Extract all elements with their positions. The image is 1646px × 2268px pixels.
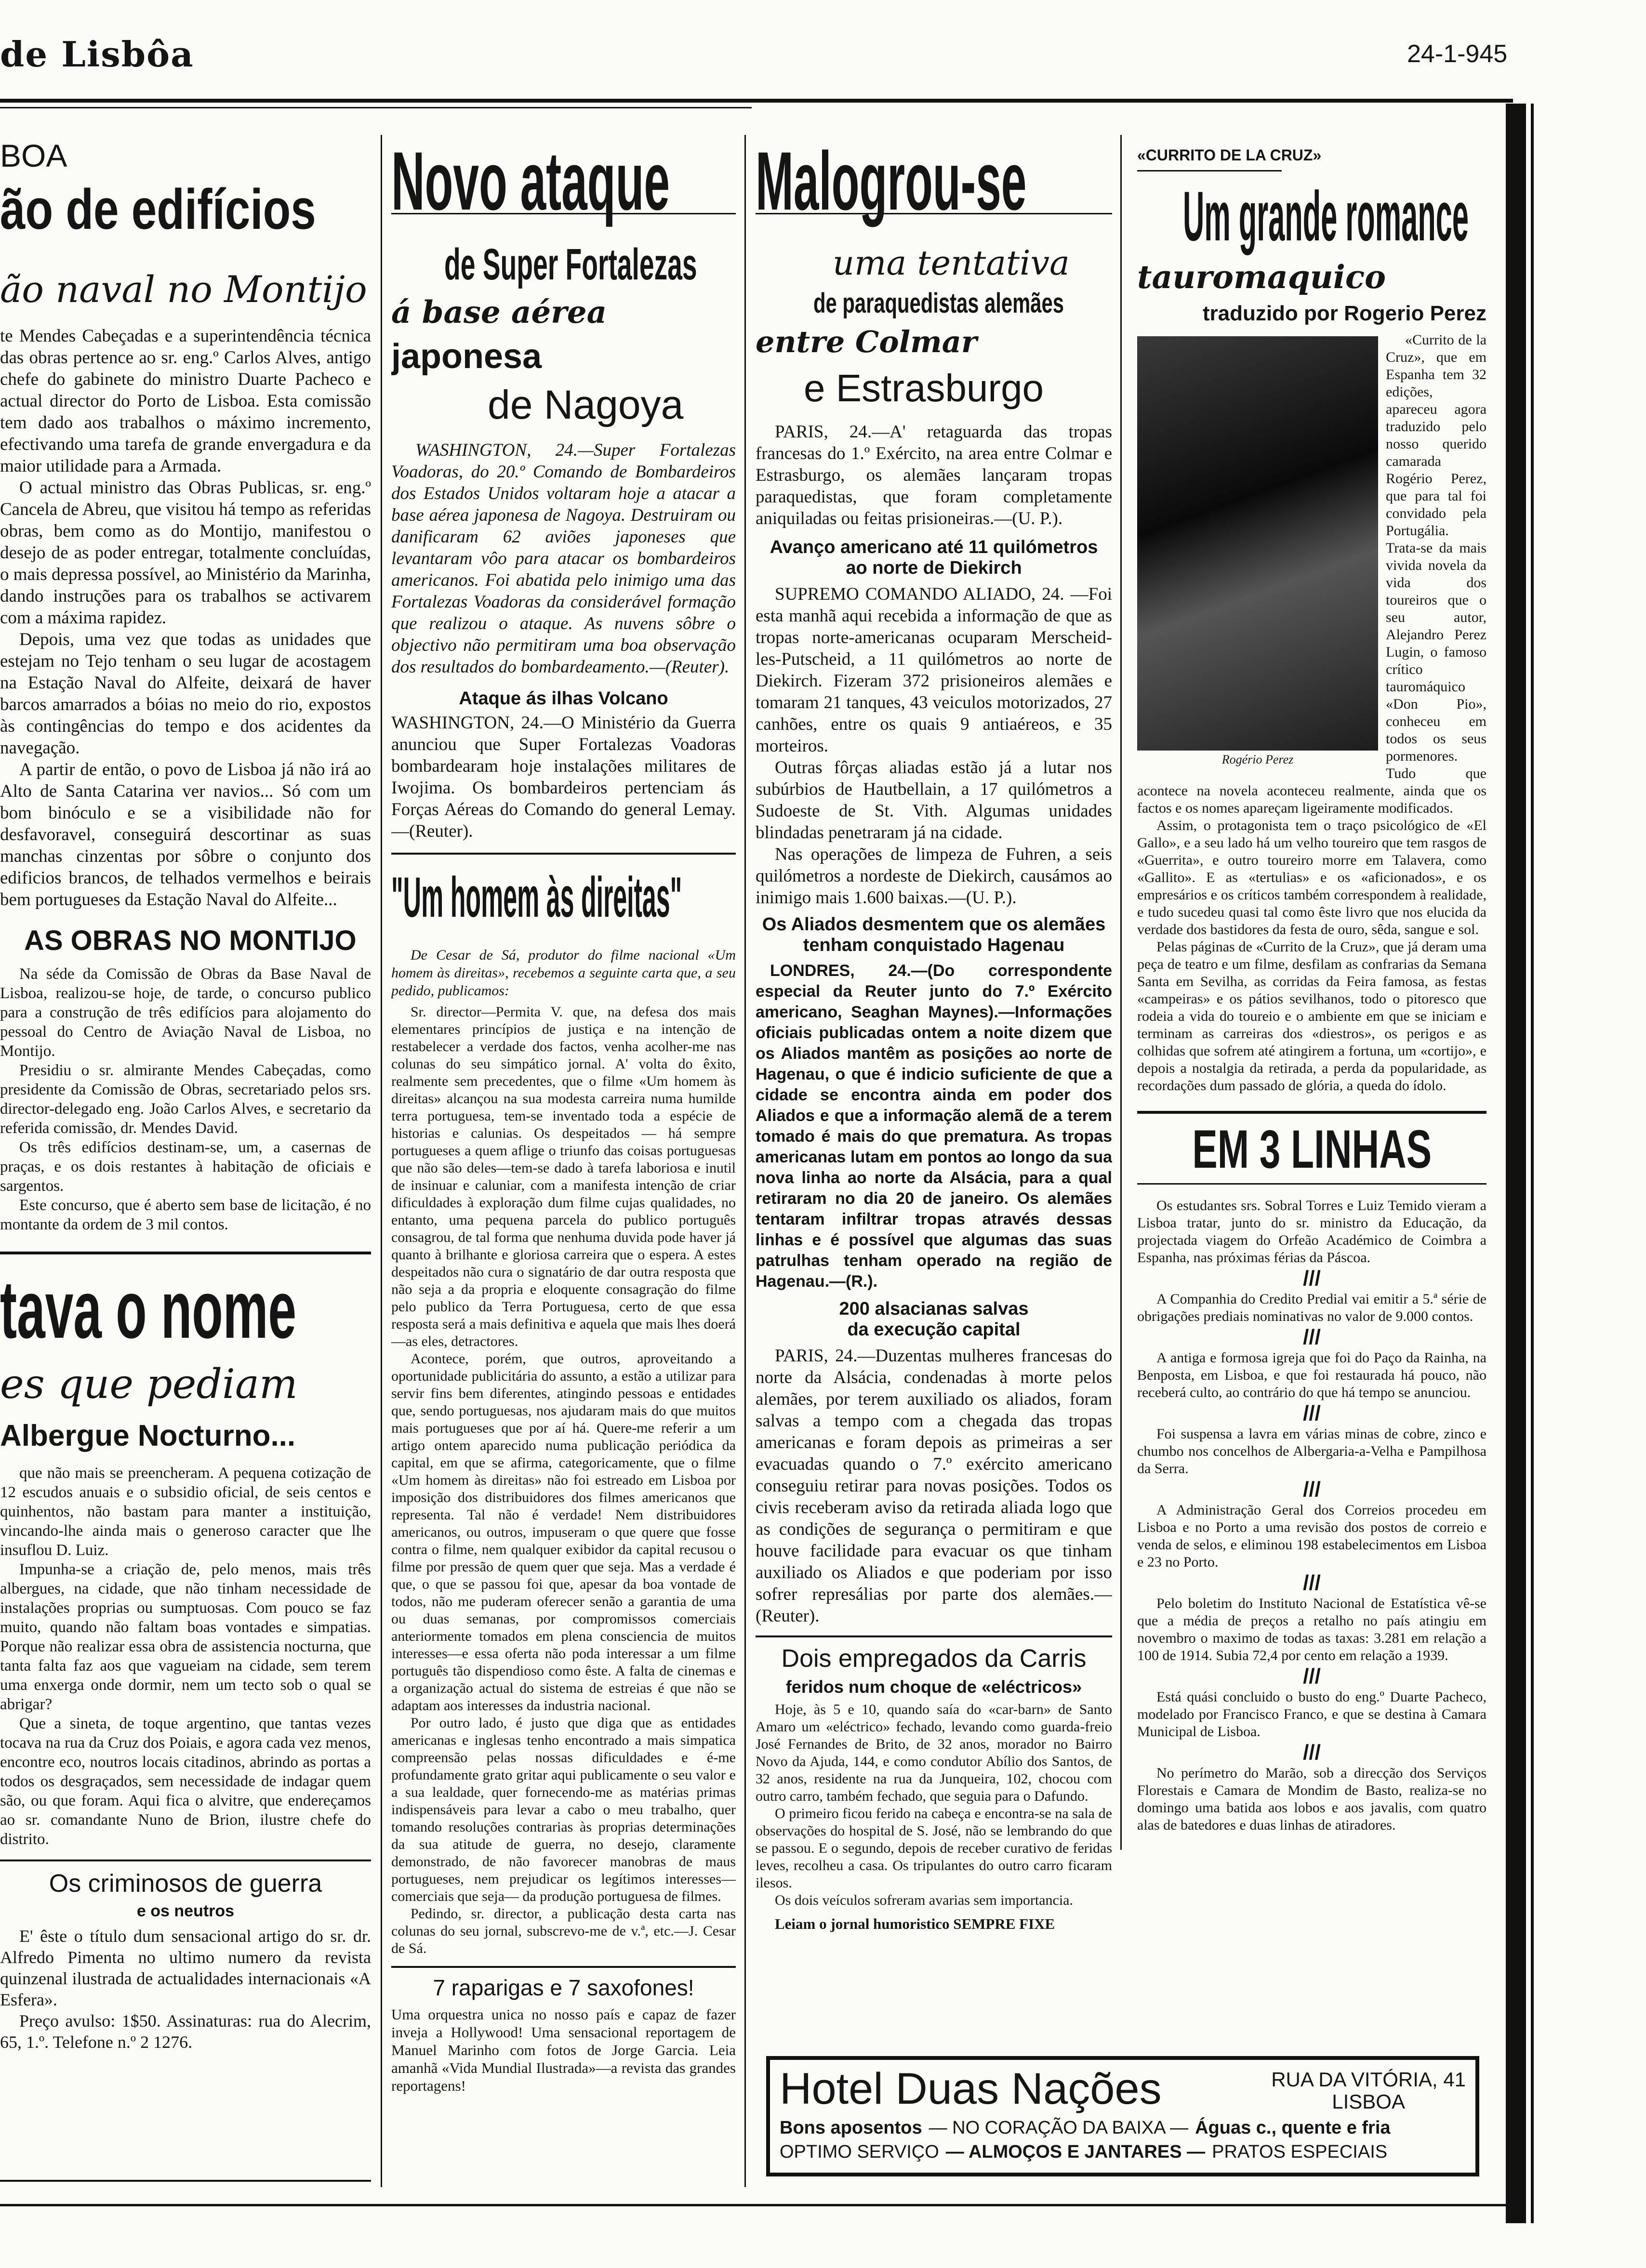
homem-body <box>391 1003 736 1957</box>
paragraph: Na séde da Comissão de Obras da Base Naval de Lisboa, realizou-se hoje, de tarde, o concurso publico para a construção de três edifícios para alojamento do pessoal do Centro de Aviação Naval de Lisboa, no Montijo. <box>0 965 371 1060</box>
obras-montijo-body <box>0 964 371 1234</box>
headline-grande-romance: Um grande romance <box>1183 177 1469 255</box>
brief-item: Os estudantes srs. Sobral Torres e Luiz Temido vieram a Lisboa tratar, junto do sr. ministro da Educação, da projectada viagem do Orfeão Académico de Coimbra a Espanha, nas próximas férias da Páscoa. <box>1137 1198 1487 1266</box>
ad-top-row <box>780 2065 1466 2113</box>
paragraph: «Currito de la Cruz», que em Espanha tem 32 edições, apareceu agora traduzido pelo nosso querido camarada Rogério Perez, que para tal foi convidado pela Portugália. Trata-se da mais vivida novela da vida dos toureiros que o seu autor, Alejandro Perez Lugin, o famoso crítico tauromáquico «Don Pio», conheceu em todos os seus pormenores. Tudo que acontece na novela aconteceu realmente, ainda que os factos e os nomes apareçam ligeiramente modificados. <box>1137 332 1487 816</box>
top-rule <box>0 99 1513 103</box>
colmar-lead: PARIS, 24.—A' retaguarda das tropas francesas do 1.º Exército, na area entre Colmar e Estrasburgo, os alemães lançaram tropas paraquedistas, que foram completamente aniquiladas ou feitas prisioneiras.—(U. P.). <box>756 422 1112 528</box>
raparigas-body: Uma orquestra unica no nosso país e capaz de fazer inveja a Hollywood! Uma sensacional reportagem de Manuel Marinho com fotos de Jorge Garcia. Leia amanhã «Vida Mundial Ilustrada»—a revista das grandes reportagens! <box>391 2006 736 2094</box>
paragraph: O primeiro ficou ferido na cabeça e encontra-se na sala de observações do hospital de S. José, não se lembrando do que se passou. E o segundo, depois de receber curativo de feridas leves, recolheu a casa. Os tripulantes do outro carro ficaram ilesos. <box>756 1806 1112 1891</box>
brief-separator: /// <box>1303 1741 1321 1764</box>
subhead-que-pediam: es que pediam <box>0 1360 298 1408</box>
column-divider-1 <box>381 135 382 2187</box>
byline-rogerio-perez: traduzido por Rogerio Perez <box>1202 302 1487 325</box>
section-fragment: BOA <box>0 138 67 173</box>
paragraph: Acontece, porém, que outros, aproveitando a oportunidade publicitária do assunto, a estão a utilizar para servir fins bem diferentes, atingindo pessoas e entidades que, sendo portuguesas, nos ajudaram mais do que muitos mais portugueses que por aí há. Quere-me referir a um artigo ontem aparecido numa publicação periódica da capital, em que se afirma, categoricamente, que o filme «Um homem às direitas» não foi estreado em Lisboa por imposição dos distribuidores dos filmes americanos que representa. Tal não é verdade! Nem distribuidores americanos, ou outros, impuseram o que quere que fosse contra o filme, nem qualquer exibidor da capital recusou o filme por pressão de quem quer que seja. Mas a verdade é que, o que se passou foi que, apesar da boa vontade de todos, não me puderam oferecer senão a garantia de uma ou duas semanas, por compromissos comerciais anteriormente tomados em plena consciencia de muitos interesses—e essa oferta não poda interessar a um filme português tão dispendioso como êste. A falta de cinemas e a organização actual do sistema de estreias é que não se adaptam aos interesses da industria nacional. <box>391 1351 736 1714</box>
brief-item: No perímetro do Marão, sob a direcção dos Serviços Florestais e Camara de Mondim de Basto, realiza-se no domingo uma batida aos lobos e aos javalis, com quatro alas de batedores e duas linhas de atiradores. <box>1137 1765 1487 1833</box>
brief-separator: /// <box>1303 1401 1321 1425</box>
avanco-body <box>756 583 1112 909</box>
albergue-body <box>0 1464 371 1849</box>
column-2 <box>391 140 736 2192</box>
brief-item: A Companhia do Credito Predial vai emitir a 5.ª série de obrigações prediais nominativas no valor de 9.000 contos. <box>1137 1291 1487 1324</box>
headline-base-aerea: á base aérea <box>391 294 607 330</box>
ad-pratos-especiais: PRATOS ESPECIAIS <box>1212 2142 1388 2162</box>
column-1-bottom-rule <box>0 2180 371 2182</box>
paragraph: O actual ministro das Obras Publicas, sr. eng.º Cancela de Abreu, que visitou há tempo as referidas obras, bem como as do Montijo, manifestou o desejo de as poder entregar, totalmente concluídas, o mais depressa possível, ao Ministério da Marinha, dando instruções para os trabalhos se activarem com a máxima rapidez. <box>0 478 371 628</box>
ad-line-2 <box>780 2140 1466 2164</box>
paragraph: Outras fôrças aliadas estão já a lutar nos subúrbios de Hautbellain, a 17 quilómetros a Sudoeste de St. Vith. Algumas unidades blindadas penetraram já na cidade. <box>756 758 1112 843</box>
section-rule <box>391 853 736 855</box>
alsacianas-body: PARIS, 24.—Duzentas mulheres francesas do norte da Alsácia, condenadas à morte pelos alemães, por terem auxiliado os aliados, foram salvas a tempo com a chegada das tropas americanas e foram depois as primeiras a ser evacuadas quando o 7.º exército americano conseguiu retirar para novas posições. Todos os civis receberam aviso da retirada aliada logo que as condições de segurança o permitiram e que houve facilidade para evacuar os que tinham auxiliado os Aliados e que poderiam por isso sofrer represálias por parte dos alemães.—(Reuter). <box>756 1346 1112 1626</box>
criminosos-subtitle: e os neutros <box>136 1902 235 1920</box>
hotel-address <box>1271 2069 1466 2113</box>
carris-title: Dois empregados da Carris <box>781 1645 1087 1673</box>
paragraph: Por outro lado, é justo que diga que as entidades americanas e inglesas tenho encontrado a mais simpatica compreensão pelas nossas dificuldades e é-me profundamente grato gritar aqui publicamente o seu valor e a sua lealdade, quer fornecendo-me as matérias primas indispensáveis para levar a cabo o meu trabalho, quer tomando resoluções contrarias às proprias determinações da sua atitude de guerra, no desejo, claramente demonstrado, de não favorecer manobras de maus portugueses, nem prejudicar os legítimos interesses—comerciais que seja— da produção portuguesa de filmes. <box>391 1715 736 1904</box>
ad-coracao-baixa: — NO CORAÇÃO DA BAIXA — <box>929 2118 1189 2138</box>
paragraph: Impunha-se a criação de, pelo menos, mais três albergues, na cidade, que não tinham necessidade de instalações proprias ou sumptuosas. Com pouco se faz muito, quando não faltam boas vontades e simpatias. Porque não realizar essa obra de assistencia nocturna, que tanta falta faz aos que vagueiam na cidade, sem terem uma enxerga onde dormir, nem um tecto sob o qual se abrigar? <box>0 1561 371 1713</box>
headline-paraquedistas: de paraquedistas alemães <box>813 288 1064 319</box>
headline-nagoya: de Nagoya <box>488 382 684 427</box>
brief-separator: /// <box>1303 1266 1321 1290</box>
ad-almocos-jantares: — ALMOÇOS E JANTARES — <box>945 2142 1206 2162</box>
criminosos-body <box>0 1925 371 2053</box>
paragraph: Hoje, às 5 e 10, quando saía do «car-barn» de Santo Amaro um «eléctrico» fechado, levando como guarda-freio José Fernandes de Brito, de 32 anos, morador no Bairro Novo da Ajuda, 144, e como condutor Abílio dos Santos, de 32 anos, residente na rua da Junqueira, 102, chocou com outro carro, também fechado, que seguia para o Dafundo. <box>756 1701 1112 1804</box>
ad-bons-aposentos: Bons aposentos <box>780 2118 922 2138</box>
brief-item: Foi suspensa a lavra em várias minas de cobre, zinco e chumbo nos concelhos de Albergaria-a-Velha e Pampilhosa da Serra. <box>1137 1426 1487 1477</box>
bottom-rule <box>0 2204 1506 2206</box>
headline-super-fortalezas: de Super Fortalezas <box>444 240 697 289</box>
article-montijo-body <box>0 325 371 910</box>
headline-tava-o-nome: tava o nome <box>0 1264 297 1356</box>
hotel-advertisement <box>766 2056 1479 2176</box>
headline-malogrou-se: Malogrou-se <box>756 140 1027 227</box>
brief-separator: /// <box>1303 1571 1321 1595</box>
em-3-linhas-box <box>1137 1111 1487 1185</box>
currito-kicker: «CURRITO DE LA CRUZ» <box>1137 146 1322 164</box>
paragraph: Preço avulso: 1$50. Assinaturas: rua do Alecrim, 65, 1.º. Telefone n.º 2 1276. <box>0 2011 371 2052</box>
desmentem-title: Os Aliados desmentem que os alemães tenham conquistado Hagenau <box>762 914 1106 955</box>
paragraph: que não mais se preencheram. A pequena cotização de 12 escudos anuais e o subsidio oficial, de seis centos e quinhentos, não bastam para manter a instituição, vincando-lhe ainda mais o generoso caracter que lhe insuflou D. Luiz. <box>0 1464 371 1559</box>
carris-subtitle: feridos num choque de «eléctricos» <box>785 1677 1082 1697</box>
obras-montijo-title: AS OBRAS NO MONTIJO <box>24 925 357 956</box>
hotel-address-city: LISBOA <box>1332 2090 1405 2113</box>
paragraph: Nas operações de limpeza de Fuhren, a seis quilómetros a nordeste de Diekirch, causámos ao inimigo mais 1.600 baixas.—(U. P.). <box>756 844 1112 908</box>
section-rule <box>391 1966 736 1968</box>
headline-japonesa: japonesa <box>391 337 542 376</box>
column-3 <box>756 140 1112 2192</box>
paragraph: Assim, o protagonista tem o traço psicológico de «El Gallo», e a seu lado há um velho toureiro que tem rasgos de «Guerrita», e outro toureiro morre em Talavera, como «Gallito». E as «tertulias» e os «aficionados», e os empresários e os críticos também correspondem à realidade, e tudo sucedeu quasi tal como êste livro que nos elucida da verdade dos bastidores da festa de ouro, sêda, sangue e sol. <box>1137 818 1487 937</box>
homem-intro: De Cesar de Sá, produtor do filme nacional «Um homem às direitas», recebemos a seguinte carta que, a seu pedido, publicamos: <box>391 947 736 999</box>
paragraph: Sr. director—Permita V. que, na defesa dos mais elementares princípios de justiça e na intenção de restabelecer a verdade dos factos, venha acolher-me nas colunas do seu simpático jornal. A' volta do êxito, realmente sem precedentes, que o filme «Um homem às direitas» alcançou na sua modesta carreira numa humilde terra portuguesa, tem-se inventado toda a espécie de historias e calunias. Os despeitados — há sempre portugueses a quem aflige o triunfo das coisas portuguesas que não são deles—tem-se dado à tarefa laboriosa e inutil de insinuar e caluniar, com a manifesta intenção de criar dificuldades à exploração dum filme cujas qualidades, no entanto, uma pequena parcela do publico português consagrou, de tal forma que nenhuma duvida pode haver já quanto à brilhante e gloriosa carreira que o espera. A estes despeitados não cura o signatário de dar outra resposta que não seja a da propria e eloquente consagração do filme pelo publico da Terra Portuguesa, certo de que essa resposta será a mais definitiva e aquela que mais lhes doerá—as eles, detractores. <box>391 1004 736 1349</box>
headline-novo-ataque: Novo ataque <box>391 140 670 227</box>
section-rule <box>0 1859 371 1861</box>
paragraph: Este concurso, que é aberto sem base de licitação, é no montante da ordem de 3 mil contos. <box>0 1197 371 1233</box>
paragraph: te Mendes Cabeçadas e a superintendência técnica das obras pertence ao sr. eng.º Carlos Alves, antigo chefe do gabinete do ministro Duarte Pacheco e actual director do Porto de Lisboa. Esta comissão tem dado aos trabalhos o máximo incremento, efectivando uma tarefa de grande envergadura e da maior utilidade para a Armada. <box>0 326 371 476</box>
brief-separator: /// <box>1303 1664 1321 1688</box>
top-rule-thin <box>0 107 752 108</box>
section-rule <box>756 1635 1112 1637</box>
section-rule <box>0 1252 371 1254</box>
paragraph: Presidiu o sr. almirante Mendes Cabeçadas, como presidente da Comissão de Obras, secretariado pelos srs. director-delegado eng. João Carlos Alves, e secretario da referida comissão, dr. Mendes David. <box>0 1062 371 1137</box>
headline-tauromaquico: tauromaquico <box>1137 258 1386 296</box>
alsacianas-title-2: da execução capital <box>847 1319 1021 1340</box>
carris-body <box>756 1701 1112 1909</box>
paragraph: Pedindo, sr. director, a publicação desta carta nas colunas do seu jornal, subscrevo-me de v.ª, etc.—J. Cesar de Sá. <box>391 1906 736 1956</box>
volcano-body: WASHINGTON, 24.—O Ministério da Guerra anunciou que Super Fortalezas Voadoras bombardearam hoje instalações militares de Iwojima. Os bombardeiros pertenciam ás Forças Aéreas do Comando do general Lemay.—(Reuter). <box>391 713 736 841</box>
brief-item: A Administração Geral dos Correios procedeu em Lisboa e no Porto a uma revisão dos postos de correio e venda de selos, e eliminou 198 estabelecimentos em Lisboa e 23 no Porto. <box>1137 1502 1487 1570</box>
column-divider-3 <box>1120 135 1122 1850</box>
hotel-name: Hotel Duas Nações <box>780 2064 1162 2113</box>
article-currito <box>1137 331 1487 1094</box>
ad-line-1 <box>780 2116 1466 2140</box>
brief-item: Pelo boletim do Instituto Nacional de Estatística vê-se que a média de preços a retalho no país atingiu em novembro o maximo de todas as taxas: 3.281 em relação a 100 de 1914. Subia 72,4 por cento em relação a 1939. <box>1137 1596 1487 1663</box>
brief-item: A antiga e formosa igreja que foi do Paço da Rainha, na Benposta, em Lisboa, e que foi restaurada há pouco, não receberá culto, ao contrário do que há tempo se anunciou. <box>1137 1350 1487 1400</box>
paragraph: Depois, uma vez que todas as unidades que estejam no Tejo tenham o seu lugar de acostagem na Estação Naval do Alfeite, deixará de haver barcos amarrados a bóias no meio do rio, expostos às contingências do tempo e dos acidentes da navegação. <box>0 630 371 758</box>
avanco-title: Avanço americano até 11 quilómetros ao norte de Diekirch <box>770 537 1098 578</box>
kicker-rule <box>1137 170 1282 171</box>
column-divider-2 <box>744 135 746 2187</box>
headline-entre-colmar: entre Colmar <box>756 324 977 359</box>
ad-aguas: Águas c., quente e fria <box>1195 2118 1391 2138</box>
paragraph: Pelas páginas de «Currito de la Cruz», que já deram uma peça de teatro e um filme, desfilam as confrarias da Semana Santa em Sevilha, as corridas da Feira famosa, as festas «campeiras» e os pátios sevilhanos, todo o pitoresco que rodeia a vida do toureio e o ambiente em que se iniciam e terminam as carreiras dos «diestros», os perigos e as colhidas que sofrem até atingirem a fortuna, um «cortijo», e depois a nostalgia da retirada, a perda da popularidade, as recordações dum passado de glória, a queda do ídolo. <box>1137 939 1487 1094</box>
em-3-linhas-list <box>1137 1197 1487 1834</box>
column-4 <box>1137 140 1487 1835</box>
paragraph: Que a sineta, de toque argentino, que tantas vezes tocava na rua da Cruz dos Poiais, e agora cada vez menos, encontre eco, noutros locais citadinos, abrindo as portas a todos os desgraçados, sem necessidade de indagar quem são, ou que foram. Aqui fica o alvitre, que endereçamos ao sr. comandante Nuno de Brion, ilustre chefe do distrito. <box>0 1715 371 1848</box>
photo-rogerio-perez <box>1137 336 1378 767</box>
ad-optimo-servico: OPTIMO SERVIÇO <box>780 2142 939 2162</box>
paragraph: A partir de então, o povo de Lisboa já não irá ao Alto de Santa Catarina ver navios... Só com um bom binóculo e se a visibilidade não for desfavoravel, conseguirá descortinar as suas manchas cinzentas por sôbre o conjunto dos edificios brancos, de telhados vermelhos e beirais bem portugueses da Estação Naval do Alfeite... <box>0 760 371 910</box>
brief-separator: /// <box>1303 1325 1321 1349</box>
masthead-date: 24-1-945 <box>1407 40 1508 68</box>
raparigas-title: 7 raparigas e 7 saxofones! <box>433 1975 694 2000</box>
nagoya-lead: WASHINGTON, 24.—Super Fortalezas Voadoras, do 20.º Comando de Bombardeiros dos Estados Unidos voltaram hoje a atacar a base aérea japonesa de Nagoya. Destruiram ou danificaram 62 aviões japoneses que levantaram vôo para atacar os bombardeiros americanos. Foi abatida pelo inimigo uma das Fortalezas Voadoras da considerável formação que realizou o ataque. As nuvens sôbre o objectivo não permitiram uma boa observação dos resultados do bombardeamento.—(Reuter). <box>391 440 736 677</box>
brief-item: Está quási concluido o busto do eng.º Duarte Pacheco, modelado por Francisco Franco, e que se destina à Camara Municipal de Lisboa. <box>1137 1689 1487 1740</box>
brief-separator: /// <box>1303 1477 1321 1501</box>
alsacianas-title-1: 200 alsacianas salvas <box>839 1299 1029 1319</box>
paragraph: E' êste o título dum sensacional artigo do sr. dr. Alfredo Pimenta no ultimo numero da revista quinzenal ilustrada de actualidades internacionais «A Esfera». <box>0 1926 371 2009</box>
headline-uma-tentativa: uma tentativa <box>833 243 1070 283</box>
hotel-address-street: RUA DA VITÓRIA, 41 <box>1271 2068 1466 2091</box>
subhead-albergue-nocturno: Albergue Nocturno... <box>0 1419 296 1452</box>
photo-caption: Rogério Perez <box>1221 752 1294 766</box>
em-3-linhas-title: EM 3 LINHAS <box>1192 1119 1432 1179</box>
sempre-fixe-notice: Leiam o jornal humoristico SEMPRE FIXE <box>775 1915 1055 1932</box>
paragraph: Os dois veículos sofreram avarias sem importancia. <box>775 1892 1073 1908</box>
right-border-thin <box>1531 104 1534 2223</box>
portrait-photo <box>1137 336 1378 751</box>
headline-estrasburgo: e Estrasburgo <box>804 367 1044 409</box>
column-1 <box>0 135 371 2206</box>
masthead-title: de Lisbôa <box>0 34 194 75</box>
volcano-title: Ataque ás ilhas Volcano <box>459 688 668 709</box>
criminosos-title: Os criminosos de guerra <box>49 1870 322 1898</box>
headline-edificios: ão de edifícios <box>0 178 316 241</box>
desmentem-body: LONDRES, 24.—(Do correspondente especial da Reuter junto do 7.º Exército americano, Seaghan Maynes).—Informações oficiais publicadas ontem a noite dizem que os Aliados mantêm as posições ao norte de Hagenau, o que é indicio suficiente de que a cidade se encontra ainda em poder dos Aliados e que a informação alemã de a terem tomado é mais do que prematura. As tropas americanas lutam em pontos ao longo da sua nova linha ao norte da Alsácia, para a qual retiraram no dia 20 de janeiro. Os alemães tentaram infiltrar tropas através dessas linhas e é possível que algumas das suas patrulhas tenham operado na região de Hagenau.—(R.). <box>756 962 1112 1291</box>
paragraph: Os três edifícios destinam-se, um, a casernas de praças, e os dois restantes à habitação de oficiais e sargentos. <box>0 1139 371 1195</box>
headline-um-homem-as-direitas: "Um homem às direitas" <box>391 866 682 929</box>
paragraph: SUPREMO COMANDO ALIADO, 24. —Foi esta manhã aqui recebida a informação de que as tropas norte-americanas ocuparam Merscheid-les-Putscheid, a 11 quilómetros ao norte de Diekirch. Fizeram 372 prisioneiros alemães e tomaram 21 tanques, 43 veiculos motorizados, 27 canhões, entre os quais 9 antiaéreos, e 35 morteiros. <box>756 584 1112 756</box>
subhead-naval-montijo: ão naval no Montijo <box>0 268 367 311</box>
right-border-heavy <box>1506 104 1526 2223</box>
